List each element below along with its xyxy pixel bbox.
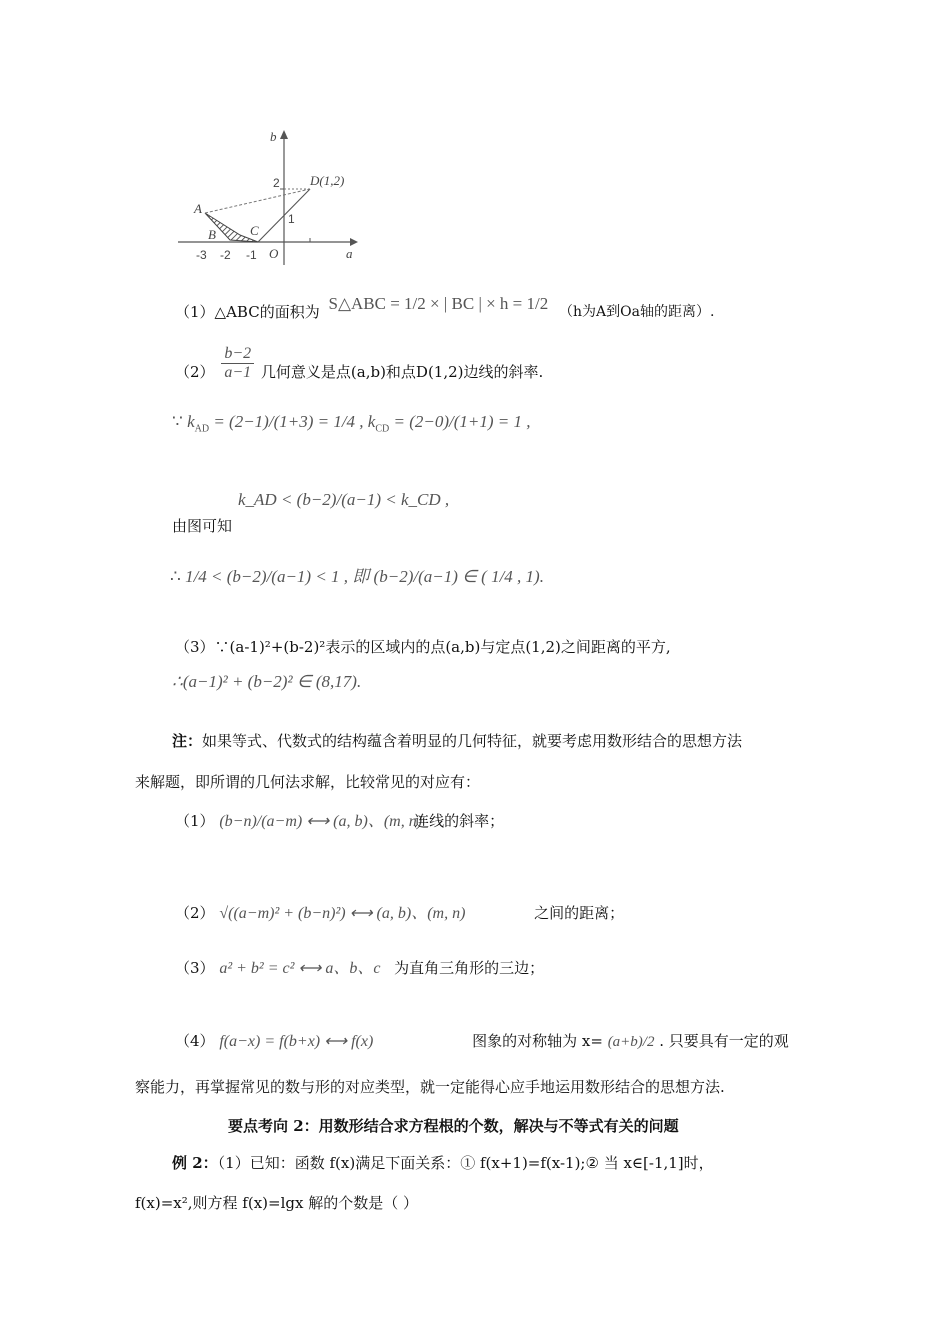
therefore-symbol: ∴ [170, 567, 181, 586]
note-line-end: 察能力，再掌握常见的数与形的对应类型，就一定能得心应手地运用数形结合的思想方法. [135, 1078, 725, 1096]
axis-a-label: a [346, 246, 353, 261]
part1-formula: S△ABC = 1/2 × | BC | × h = 1/2 [328, 294, 549, 313]
note-item1-text: 连线的斜率； [414, 812, 505, 830]
example2-text1: （1）已知：函数 f(x)满足下面关系：① f(x+1)=f(x-1);② 当 x∈[-1,1]时， [217, 1154, 714, 1172]
part1-line [175, 283, 714, 323]
note-item4-formula: f(a−x) = f(b+x) ⟷ f(x) [219, 1033, 374, 1050]
part3-line2: ∴(a−1)² + (b−2)² ∈ (8,17). [172, 672, 362, 691]
tick-m2-label: -2 [220, 248, 231, 262]
part2-line [175, 345, 543, 382]
k-cd-calc: = (2−0)/(1+1) = 1 , [393, 412, 531, 431]
note-line1 [172, 730, 742, 751]
part2-inequality: k_AD < (b−2)/(a−1) < k_CD , [238, 490, 450, 509]
note-item3-text: 为直角三角形的三边； [394, 959, 545, 977]
point-c-label: C [250, 223, 259, 238]
axis-b-label: b [270, 129, 277, 144]
part2-result-text: 1/4 < (b−2)/(a−1) < 1 , 即 (b−2)/(a−1) ∈ ( 1/4 , 1). [185, 567, 544, 586]
note-text1: 如果等式、代数式的结构蕴含着明显的几何特征，就要考虑用数形结合的思想方法 [202, 732, 743, 750]
note-item2 [175, 900, 624, 923]
tick-2-label: 2 [273, 176, 280, 190]
part2-fraction [221, 345, 254, 382]
part2-k-values [172, 412, 531, 434]
tick-m3-label: -3 [196, 248, 207, 262]
part2-prefix: （2） [175, 363, 215, 381]
k-ad-symbol: k [187, 412, 195, 431]
note-label: 注： [172, 732, 203, 750]
note-item1-formula: (b−n)/(a−m) ⟷ (a, b)、(m, n) [219, 813, 423, 830]
line-ad [205, 189, 310, 213]
part2-result [170, 562, 544, 587]
example2-line2: f(x)=x²,则方程 f(x)=lgx 解的个数是（ ） [135, 1194, 418, 1212]
k-ad-calc: = (2−1)/(1+3) = 1/4 , k [213, 412, 376, 431]
part1-suffix: （h为A到Oa轴的距离）. [559, 304, 715, 320]
k-ad-subscript: AD [194, 423, 210, 435]
note-item1 [175, 808, 504, 831]
part2-frac-den: a−1 [224, 364, 252, 381]
k-cd-subscript: CD [375, 423, 390, 435]
part2-text: 几何意义是点(a,b)和点D(1,2)边线的斜率. [260, 363, 544, 381]
note-item4 [175, 1030, 789, 1051]
because-symbol: ∵ [172, 412, 183, 431]
note-item4-text: 图象的对称轴为 x= [472, 1032, 603, 1050]
tick-1-label: 1 [288, 212, 295, 226]
note-item4-prefix: （4） [175, 1032, 215, 1050]
tick-m1-label: -1 [246, 248, 257, 262]
note-line2: 来解题，即所谓的几何法求解，比较常见的对应有： [135, 773, 481, 791]
point-b-label: B [208, 227, 216, 242]
example2-line1 [172, 1152, 714, 1173]
section-heading: 要点考向 2：用数形结合求方程根的个数，解决与不等式有关的问题 [228, 1117, 679, 1135]
note-item2-prefix: （2） [175, 904, 215, 922]
point-a-label: A [194, 201, 202, 216]
point-d-label: D(1,2) [310, 173, 345, 188]
part1-prefix: （1）△ABC的面积为 [175, 303, 320, 321]
note-item3 [175, 955, 544, 978]
note-item1-prefix: （1） [175, 812, 215, 830]
from-figure-label: 由图可知 [172, 517, 233, 535]
note-item4-tail: . 只要具有一定的观 [659, 1032, 789, 1050]
example2-label: 例 2： [172, 1154, 218, 1172]
part2-frac-num: b−2 [221, 345, 254, 364]
note-item3-prefix: （3） [175, 959, 215, 977]
note-item2-formula: √((a−m)² + (b−n)²) ⟷ (a, b)、(m, n) [219, 905, 466, 922]
coordinate-figure [170, 125, 370, 270]
origin-label: O [269, 246, 279, 261]
note-item3-formula: a² + b² = c² ⟷ a、b、c [219, 960, 381, 977]
part3-line1: （3）∵(a-1)²+(b-2)²表示的区域内的点(a,b)与定点(1,2)之间距离的平方, [175, 638, 671, 656]
note-item2-text: 之间的距离； [534, 904, 625, 922]
note-item4-frac: (a+b)/2 [607, 1034, 655, 1050]
